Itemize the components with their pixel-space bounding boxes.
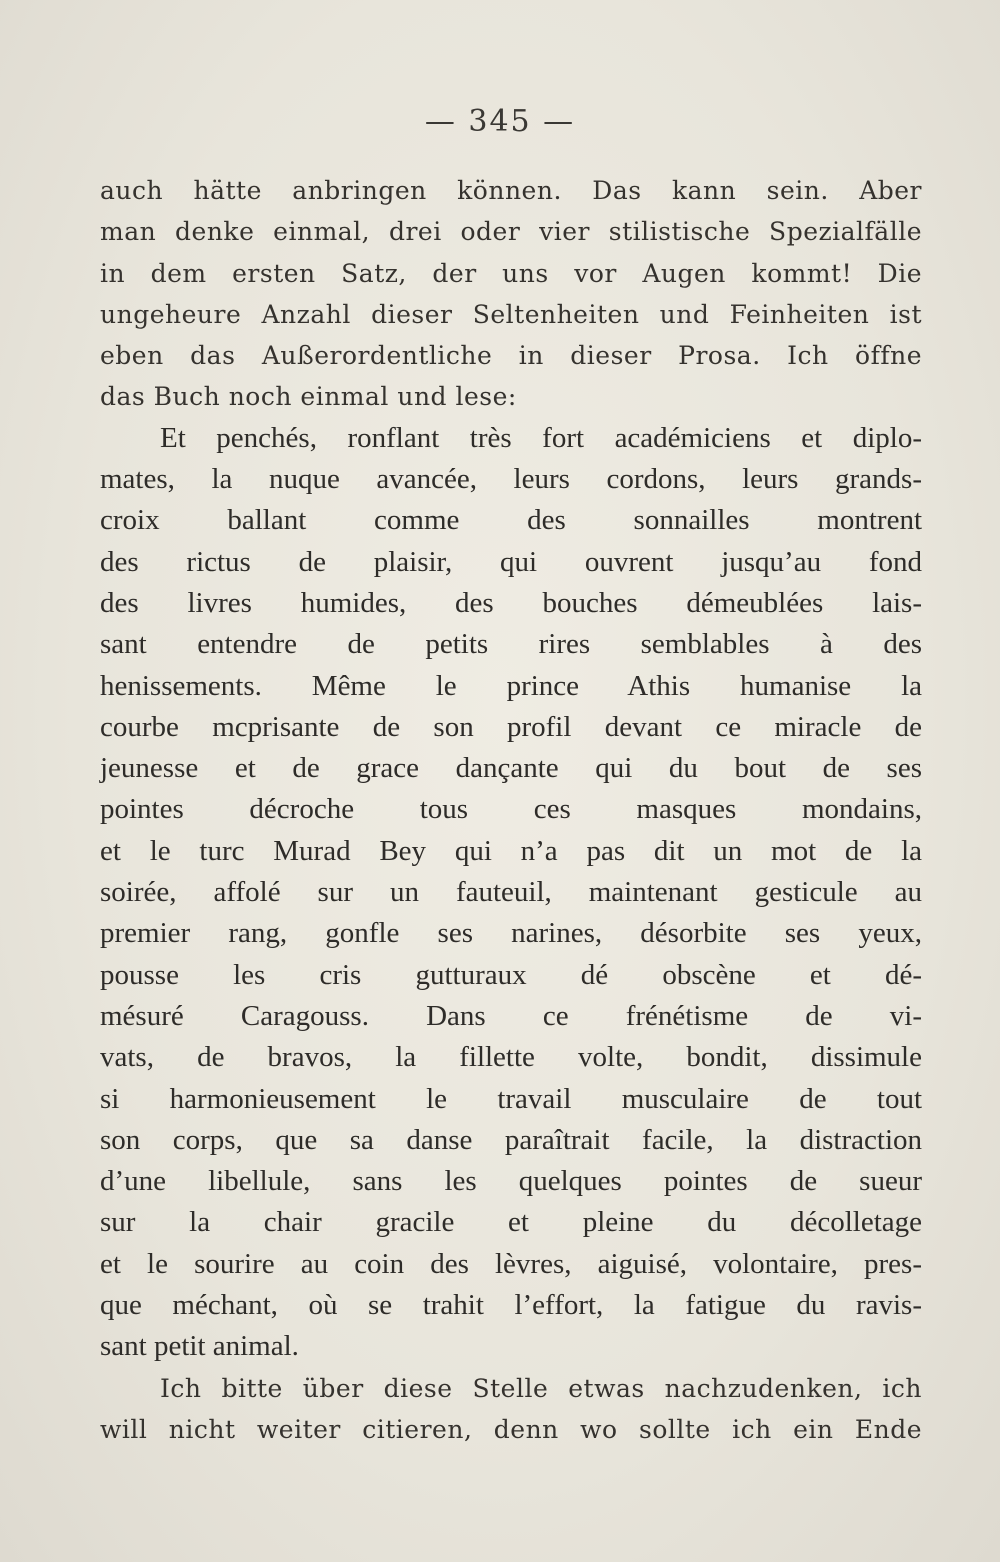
text-line: das Buch noch einmal und lese: [100,382,517,412]
text-line: ungeheure Anzahl dieser Seltenheiten und Feinheiten ist [100,299,922,329]
text-line: sur la chair gracile et pleine du décolletage [100,1206,922,1239]
text-line: que méchant, où se trahit l’effort, la fatigue du ravis- [100,1289,922,1322]
text-line: pousse les cris gutturaux dé obscène et dé- [100,958,922,991]
paragraph-french-quote [100,418,922,1368]
text-line: sant entendre de petits rires semblables à des [100,628,922,661]
page-number: — 345 — [424,104,576,139]
text-line: des livres humides, des bouches démeublées lais- [100,586,922,619]
text-line: in dem ersten Satz, der uns vor Augen kommt! Die [100,258,922,288]
text-line: mésuré Caragouss. Dans ce frénétisme de vi- [100,999,922,1032]
paragraph-german-intro [100,170,922,418]
text-line: will nicht weiter citieren, denn wo sollte ich ein Ende [100,1414,922,1444]
text-line: vats, de bravos, la fillette volte, bondit, dissimule [100,1041,922,1074]
text-line: des rictus de plaisir, qui ouvrent jusqu’au fond [100,545,922,578]
text-line: eben das Außerordentliche in dieser Prosa. Ich öffne [100,341,922,371]
text-line: mates, la nuque avancée, leurs cordons, leurs grands- [100,463,922,496]
body-text [100,170,922,1450]
text-line: premier rang, gonfle ses narines, désorbite ses yeux, [100,917,922,950]
text-line: Ich bitte über diese Stelle etwas nachzudenken, ich [160,1373,922,1403]
text-line: Et penchés, ronflant très fort académiciens et diplo- [160,421,922,454]
text-line: henissements. Même le prince Athis humanise la [100,669,922,702]
text-line: son corps, que sa danse paraîtrait facile, la distraction [100,1123,922,1156]
text-line: croix ballant comme des sonnailles montrent [100,504,922,537]
text-line: man denke einmal, drei oder vier stilistische Spezialfälle [100,217,922,247]
text-line: et le turc Murad Bey qui n’a pas dit un mot de la [100,834,922,867]
text-line: auch hätte anbringen können. Das kann sein. Aber [100,176,922,205]
text-line: soirée, affolé sur un fauteuil, maintenant gesticule au [100,876,922,909]
text-line: jeunesse et de grace dançante qui du bout de ses [100,752,922,785]
text-line: courbe mcprisante de son profil devant ce miracle de [100,710,922,743]
text-line: d’une libellule, sans les quelques pointes de sueur [100,1165,922,1198]
text-line: et le sourire au coin des lèvres, aiguisé, volontaire, pres- [100,1247,922,1280]
text-line: pointes décroche tous ces masques mondains, [100,793,922,826]
text-line: sant petit animal. [100,1330,299,1363]
paragraph-german-closing [100,1368,922,1451]
text-line: si harmonieusement le travail musculaire de tout [100,1082,922,1115]
